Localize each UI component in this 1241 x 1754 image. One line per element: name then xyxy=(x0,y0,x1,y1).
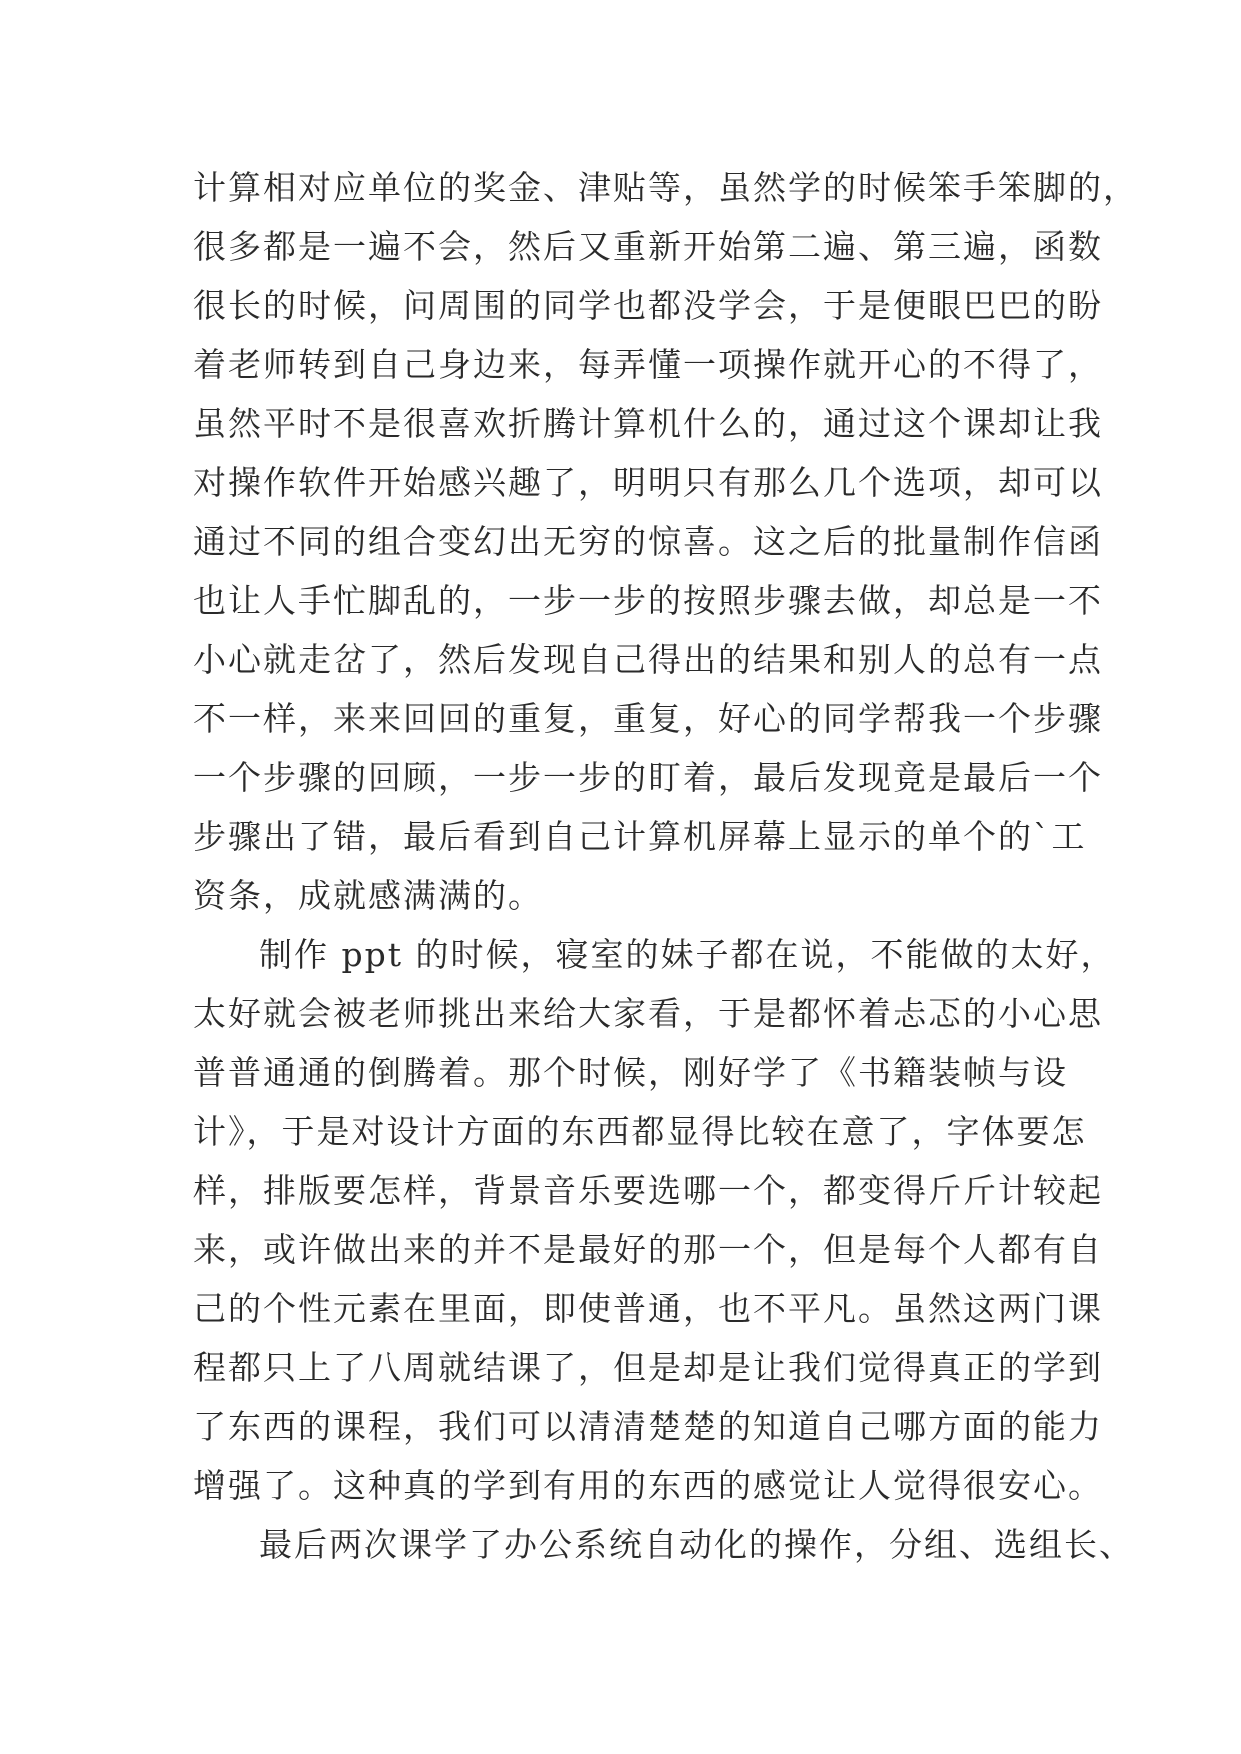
text-line: 一个步骤的回顾，一步一步的盯着，最后发现竟是最后一个 xyxy=(193,758,1103,797)
text-line: 了东西的课程，我们可以清清楚楚的知道自己哪方面的能力 xyxy=(193,1407,1103,1446)
text-line: 小心就走岔了，然后发现自己得出的结果和别人的总有一点 xyxy=(193,640,1103,679)
text-line: 对操作软件开始感兴趣了，明明只有那么几个选项，却可以 xyxy=(193,463,1103,502)
text-line: 己的个性元素在里面，即使普通，也不平凡。虽然这两门课 xyxy=(193,1289,1103,1328)
paragraph-1 xyxy=(193,158,1138,925)
text-line: 通过不同的组合变幻出无穷的惊喜。这之后的批量制作信函 xyxy=(193,522,1103,561)
text-line: 普普通通的倒腾着。那个时候，刚好学了《书籍装帧与设 xyxy=(193,1053,1068,1092)
text-line: 程都只上了八周就结课了，但是却是让我们觉得真正的学到 xyxy=(193,1348,1103,1387)
text-line: 资条，成就感满满的。 xyxy=(193,876,543,915)
paragraph-2 xyxy=(193,925,1116,1515)
text-line: 计》，于是对设计方面的东西都显得比较在意了，字体要怎 xyxy=(193,1112,1087,1151)
text-line: 很长的时候，问周围的同学也都没学会，于是便眼巴巴的盼 xyxy=(193,286,1103,325)
text-line: 不一样，来来回回的重复，重复，好心的同学帮我一个步骤 xyxy=(193,699,1103,738)
text-line: 太好就会被老师挑出来给大家看，于是都怀着忐忑的小心思 xyxy=(193,994,1103,1033)
body-text xyxy=(193,158,1138,1574)
text-line-indented: 制作 ppt 的时候，寝室的妹子都在说，不能做的太好， xyxy=(259,935,1116,974)
text-line-indented: 最后两次课学了办公系统自动化的操作，分组、选组长、 xyxy=(259,1525,1134,1564)
text-line: 步骤出了错，最后看到自己计算机屏幕上显示的单个的`工 xyxy=(193,817,1087,856)
text-line: 计算相对应单位的奖金、津贴等，虽然学的时候笨手笨脚的， xyxy=(193,168,1138,207)
text-line: 也让人手忙脚乱的，一步一步的按照步骤去做，却总是一不 xyxy=(193,581,1103,620)
text-line: 样，排版要怎样，背景音乐要选哪一个，都变得斤斤计较起 xyxy=(193,1171,1103,1210)
text-line: 着老师转到自己身边来，每弄懂一项操作就开心的不得了， xyxy=(193,345,1103,384)
paragraph-3 xyxy=(193,1515,1134,1574)
text-line: 很多都是一遍不会，然后又重新开始第二遍、第三遍，函数 xyxy=(193,227,1103,266)
text-line: 虽然平时不是很喜欢折腾计算机什么的，通过这个课却让我 xyxy=(193,404,1103,443)
text-line: 增强了。这种真的学到有用的东西的感觉让人觉得很安心。 xyxy=(193,1466,1103,1505)
text-line: 来，或许做出来的并不是最好的那一个，但是每个人都有自 xyxy=(193,1230,1103,1269)
